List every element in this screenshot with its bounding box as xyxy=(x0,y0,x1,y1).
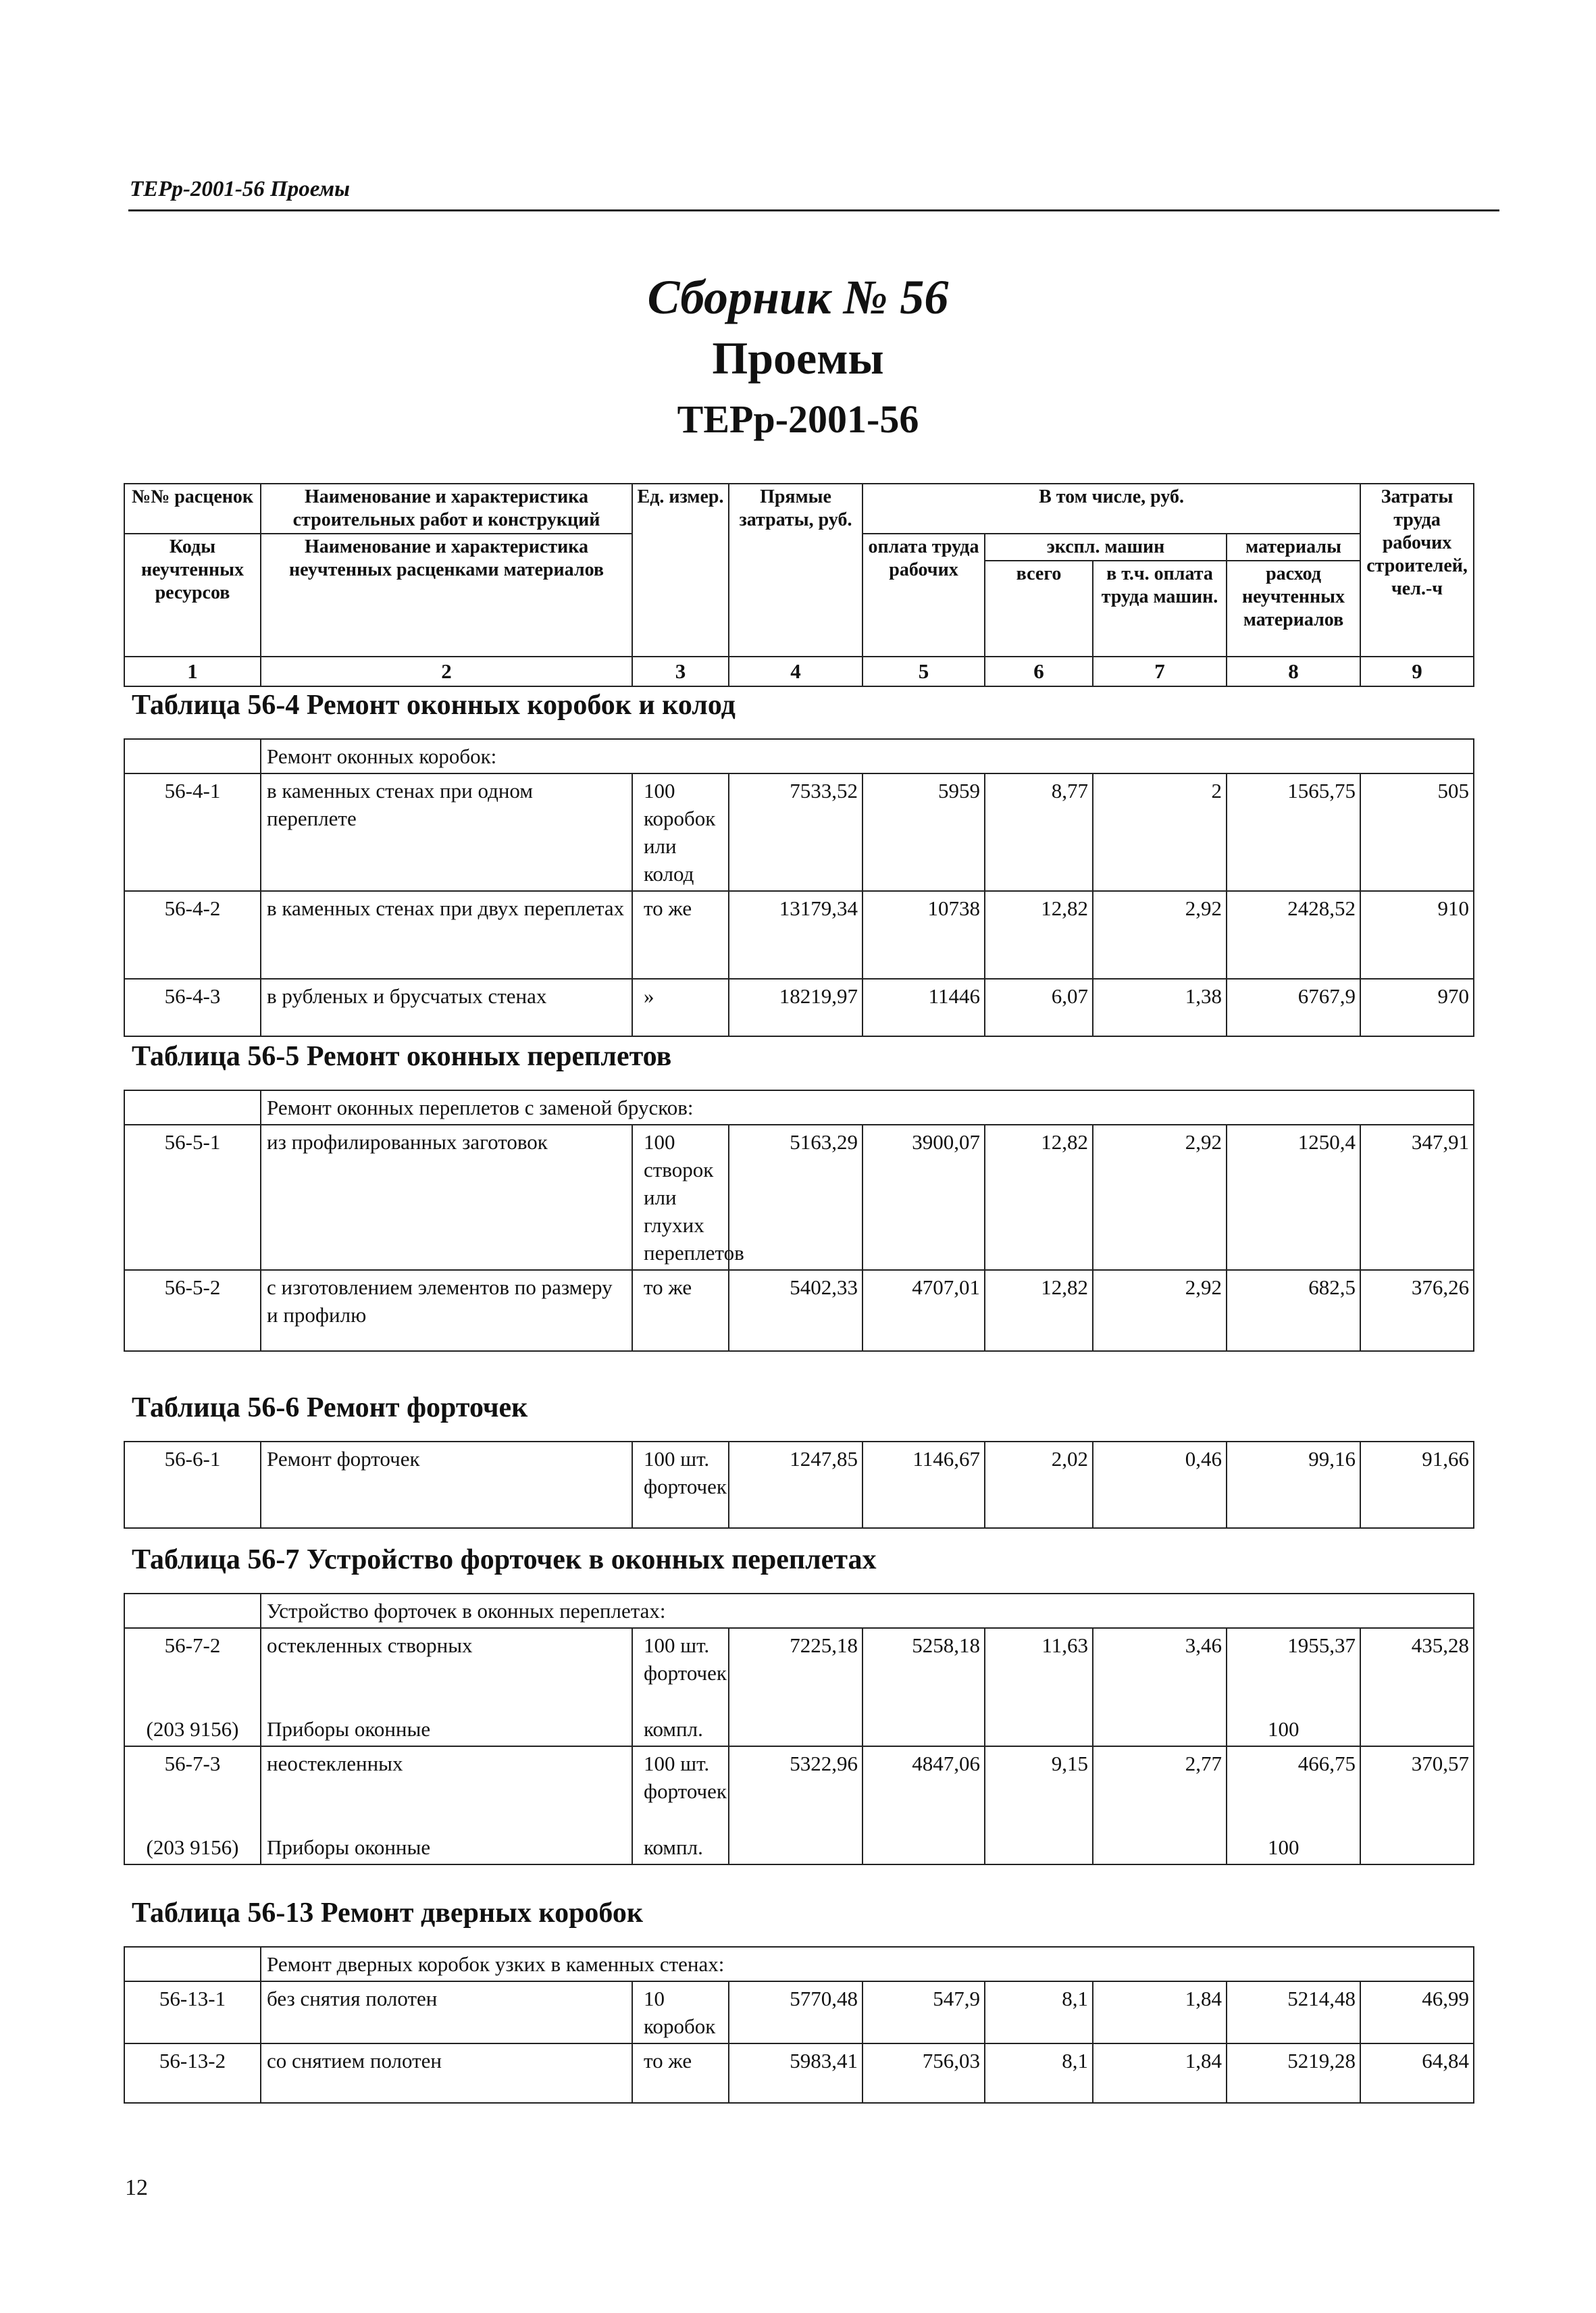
column-number: 4 xyxy=(729,657,863,686)
direct-cost: 5983,41 xyxy=(729,2043,863,2103)
work-name: в рубленых и брусчатых стенах xyxy=(261,979,632,1036)
column-number: 1 xyxy=(124,657,261,686)
materials-cost: 5214,48 xyxy=(1227,1981,1360,2043)
rate-code: 56-5-1 xyxy=(124,1125,261,1270)
labor-hours: 91,66 xyxy=(1360,1442,1474,1528)
work-name: с изготовлением элементов по размеру и профилю xyxy=(261,1270,632,1351)
direct-cost: 5322,96 xyxy=(729,1746,863,1831)
material-name: Приборы оконные xyxy=(261,1712,632,1746)
materials-cost: 2428,52 xyxy=(1227,891,1360,979)
rates-table-56-5 xyxy=(124,1090,1474,1352)
work-name: остекленных створных xyxy=(261,1628,632,1712)
unit: компл. xyxy=(632,1712,729,1746)
materials-cost: 99,16 xyxy=(1227,1442,1360,1528)
labor-hours: 64,84 xyxy=(1360,2043,1474,2103)
group-title: Ремонт оконных коробок: xyxy=(261,739,1474,773)
code-title: ТЕРр-2001-56 xyxy=(677,397,919,441)
material-name: Приборы оконные xyxy=(261,1831,632,1864)
machine-cost: 12,82 xyxy=(985,1270,1093,1351)
labor-hours: 376,26 xyxy=(1360,1270,1474,1351)
work-name: без снятия полотен xyxy=(261,1981,632,2043)
column-number: 8 xyxy=(1227,657,1360,686)
direct-cost: 5402,33 xyxy=(729,1270,863,1351)
unit: 100 коробок или колод xyxy=(632,773,729,891)
table-caption: Таблица 56-13 Ремонт дверных коробок xyxy=(132,1898,644,1929)
rates-table-56-13 xyxy=(124,1946,1474,2104)
machine-labor-cost: 1,84 xyxy=(1093,2043,1227,2103)
column-number: 3 xyxy=(632,657,729,686)
materials-quantity: 100 xyxy=(1227,1712,1360,1746)
direct-cost: 5163,29 xyxy=(729,1125,863,1270)
labor-cost: 5959 xyxy=(863,773,985,891)
direct-cost: 5770,48 xyxy=(729,1981,863,2043)
title-block xyxy=(0,267,1596,451)
machine-cost: 8,1 xyxy=(985,2043,1093,2103)
header-col4: Прямые затраты, руб. xyxy=(729,484,863,657)
work-name: в каменных стенах при двух переплетах xyxy=(261,891,632,979)
table-caption: Таблица 56-6 Ремонт форточек xyxy=(132,1392,528,1423)
materials-quantity: 100 xyxy=(1227,1831,1360,1864)
header-col8-bottom: расход неучтенных материалов xyxy=(1227,561,1360,657)
machine-cost: 11,63 xyxy=(985,1628,1093,1712)
rate-code: 56-7-3 xyxy=(124,1746,261,1831)
work-name: из профилированных заготовок xyxy=(261,1125,632,1270)
machine-labor-cost: 2,92 xyxy=(1093,1270,1227,1351)
direct-cost: 18219,97 xyxy=(729,979,863,1036)
materials-cost: 1955,37 xyxy=(1227,1628,1360,1712)
machine-cost: 8,77 xyxy=(985,773,1093,891)
materials-cost: 466,75 xyxy=(1227,1746,1360,1831)
machine-labor-cost: 2,77 xyxy=(1093,1746,1227,1831)
machine-labor-cost: 2,92 xyxy=(1093,1125,1227,1270)
unit: 100 створок или глухих переплетов xyxy=(632,1125,729,1270)
unit: 100 шт. форточек xyxy=(632,1628,729,1712)
collection-title: Сборник № 56 xyxy=(647,270,949,324)
column-number: 2 xyxy=(261,657,632,686)
column-number: 6 xyxy=(985,657,1093,686)
group-title: Ремонт оконных переплетов с заменой брусков: xyxy=(261,1090,1474,1125)
work-name: в каменных стенах при одном переплете xyxy=(261,773,632,891)
header-subgroup: экспл. машин xyxy=(985,534,1227,561)
labor-cost: 4847,06 xyxy=(863,1746,985,1831)
labor-cost: 11446 xyxy=(863,979,985,1036)
rate-code: 56-6-1 xyxy=(124,1442,261,1528)
column-number: 9 xyxy=(1360,657,1474,686)
header-col7: в т.ч. оплата труда машин. xyxy=(1093,561,1227,657)
running-header: ТЕРр-2001-56 Проемы xyxy=(130,177,351,201)
header-col1-bottom: Коды неучтенных ресурсов xyxy=(124,534,261,657)
unit: 10 коробок xyxy=(632,1981,729,2043)
materials-cost: 6767,9 xyxy=(1227,979,1360,1036)
rates-table-56-4 xyxy=(124,738,1474,1037)
labor-hours: 370,57 xyxy=(1360,1746,1474,1831)
machine-cost: 9,15 xyxy=(985,1746,1093,1831)
header-col5: оплата труда рабочих xyxy=(863,534,985,657)
machine-labor-cost: 1,84 xyxy=(1093,1981,1227,2043)
labor-hours: 347,91 xyxy=(1360,1125,1474,1270)
rate-code: 56-5-2 xyxy=(124,1270,261,1351)
labor-hours: 505 xyxy=(1360,773,1474,891)
rates-table-56-7 xyxy=(124,1593,1474,1865)
materials-cost: 682,5 xyxy=(1227,1270,1360,1351)
materials-cost: 1250,4 xyxy=(1227,1125,1360,1270)
materials-cost: 5219,28 xyxy=(1227,2043,1360,2103)
work-name: со снятием полотен xyxy=(261,2043,632,2103)
direct-cost: 1247,85 xyxy=(729,1442,863,1528)
group-title: Устройство форточек в оконных переплетах: xyxy=(261,1594,1474,1628)
rate-code: 56-7-2 xyxy=(124,1628,261,1712)
labor-hours: 46,99 xyxy=(1360,1981,1474,2043)
unit: то же xyxy=(632,1270,729,1351)
header-col2-bottom: Наименование и характеристика неучтенных расценками материалов xyxy=(261,534,632,657)
unit: » xyxy=(632,979,729,1036)
header-col8-top: материалы xyxy=(1227,534,1360,561)
machine-labor-cost: 0,46 xyxy=(1093,1442,1227,1528)
header-rule xyxy=(128,209,1499,211)
direct-cost: 7225,18 xyxy=(729,1628,863,1712)
labor-cost: 3900,07 xyxy=(863,1125,985,1270)
header-group: В том числе, руб. xyxy=(863,484,1360,534)
resource-code: (203 9156) xyxy=(124,1712,261,1746)
machine-cost: 8,1 xyxy=(985,1981,1093,2043)
column-number: 5 xyxy=(863,657,985,686)
rate-code: 56-4-2 xyxy=(124,891,261,979)
header-col2-top: Наименование и характеристика строительных работ и конструкций xyxy=(261,484,632,534)
labor-hours: 910 xyxy=(1360,891,1474,979)
direct-cost: 13179,34 xyxy=(729,891,863,979)
rate-code: 56-13-1 xyxy=(124,1981,261,2043)
header-col1-top: №№ расценок xyxy=(124,484,261,534)
table-caption: Таблица 56-7 Устройство форточек в оконных переплетах xyxy=(132,1544,877,1575)
page-number: 12 xyxy=(125,2175,148,2200)
rate-code: 56-13-2 xyxy=(124,2043,261,2103)
machine-labor-cost: 2 xyxy=(1093,773,1227,891)
unit: 100 шт. форточек xyxy=(632,1442,729,1528)
rate-code: 56-4-3 xyxy=(124,979,261,1036)
machine-cost: 12,82 xyxy=(985,891,1093,979)
unit: 100 шт. форточек xyxy=(632,1746,729,1831)
machine-labor-cost: 3,46 xyxy=(1093,1628,1227,1712)
unit: то же xyxy=(632,891,729,979)
table-caption: Таблица 56-4 Ремонт оконных коробок и колод xyxy=(132,690,736,721)
machine-labor-cost: 1,38 xyxy=(1093,979,1227,1036)
labor-hours: 435,28 xyxy=(1360,1628,1474,1712)
column-number: 7 xyxy=(1093,657,1227,686)
rates-table-56-6 xyxy=(124,1441,1474,1529)
machine-cost: 2,02 xyxy=(985,1442,1093,1528)
section-title: Проемы xyxy=(712,332,884,384)
machine-cost: 6,07 xyxy=(985,979,1093,1036)
work-name: неостекленных xyxy=(261,1746,632,1831)
machine-cost: 12,82 xyxy=(985,1125,1093,1270)
work-name: Ремонт форточек xyxy=(261,1442,632,1528)
labor-cost: 756,03 xyxy=(863,2043,985,2103)
header-col9: Затраты труда рабочих строителей, чел.-ч xyxy=(1360,484,1474,657)
labor-cost: 10738 xyxy=(863,891,985,979)
table-caption: Таблица 56-5 Ремонт оконных переплетов xyxy=(132,1041,672,1072)
rate-code: 56-4-1 xyxy=(124,773,261,891)
machine-labor-cost: 2,92 xyxy=(1093,891,1227,979)
labor-cost: 5258,18 xyxy=(863,1628,985,1712)
header-col3: Ед. измер. xyxy=(632,484,729,657)
group-title: Ремонт дверных коробок узких в каменных стенах: xyxy=(261,1947,1474,1981)
resource-code: (203 9156) xyxy=(124,1831,261,1864)
labor-cost: 547,9 xyxy=(863,1981,985,2043)
materials-cost: 1565,75 xyxy=(1227,773,1360,891)
direct-cost: 7533,52 xyxy=(729,773,863,891)
unit: компл. xyxy=(632,1831,729,1864)
column-header-table xyxy=(124,483,1474,687)
labor-cost: 1146,67 xyxy=(863,1442,985,1528)
labor-hours: 970 xyxy=(1360,979,1474,1036)
header-col6: всего xyxy=(985,561,1093,657)
unit: то же xyxy=(632,2043,729,2103)
labor-cost: 4707,01 xyxy=(863,1270,985,1351)
